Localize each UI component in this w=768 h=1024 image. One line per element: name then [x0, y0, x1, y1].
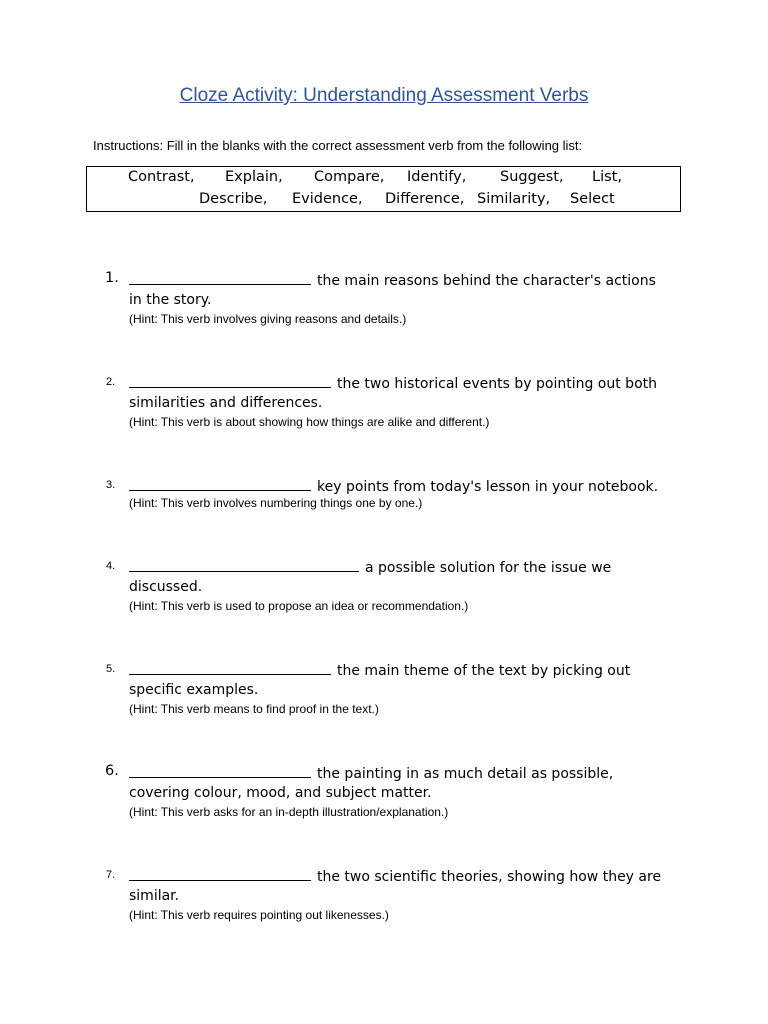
question-continuation: covering colour, mood, and subject matter. — [129, 785, 432, 801]
answer-blank[interactable] — [129, 476, 311, 491]
question-hint: (Hint: This verb is used to propose an idea or recommendation.) — [129, 599, 469, 613]
question-hint: (Hint: This verb means to find proof in the text.) — [129, 702, 379, 716]
word-bank-item: Describe, — [199, 191, 268, 207]
answer-blank[interactable] — [129, 373, 331, 388]
word-bank-item: Contrast, — [128, 169, 195, 185]
word-bank-item: Identify, — [407, 169, 467, 185]
instructions-text: Instructions: Fill in the blanks with the correct assessment verb from the following list: — [93, 138, 583, 153]
question-continuation: similarities and differences. — [129, 395, 323, 411]
question-hint: (Hint: This verb asks for an in-depth illustration/explanation.) — [129, 805, 449, 819]
question-hint: (Hint: This verb involves numbering things one by one.) — [129, 496, 423, 510]
word-bank-item: Similarity, — [477, 191, 551, 207]
question-continuation: in the story. — [129, 292, 212, 308]
word-bank-item: Suggest, — [500, 169, 564, 185]
word-bank-item: Evidence, — [292, 191, 363, 207]
answer-blank[interactable] — [129, 270, 311, 285]
question-text: key points from today's lesson in your notebook. — [317, 479, 659, 495]
question-text: the painting in as much detail as possible, — [317, 766, 614, 782]
question-text: the two historical events by pointing out both — [337, 376, 657, 392]
answer-blank[interactable] — [129, 660, 331, 675]
question-hint: (Hint: This verb is about showing how things are alike and different.) — [129, 415, 490, 429]
word-bank-box — [86, 166, 681, 212]
question-number: 1. — [105, 270, 119, 286]
answer-blank[interactable] — [129, 763, 311, 778]
question-number: 6. — [105, 763, 119, 779]
question-continuation: similar. — [129, 888, 180, 904]
word-bank-item: Compare, — [314, 169, 385, 185]
question-continuation: specific examples. — [129, 682, 259, 698]
question-number: 5. — [106, 663, 116, 675]
question-continuation: discussed. — [129, 579, 203, 595]
question-number: 4. — [106, 560, 116, 572]
answer-blank[interactable] — [129, 866, 311, 881]
answer-blank[interactable] — [129, 557, 359, 572]
question-number: 2. — [106, 376, 116, 388]
word-bank-item: Explain, — [225, 169, 283, 185]
question-text: the main reasons behind the character's actions — [317, 273, 656, 289]
page-title: Cloze Activity: Understanding Assessment Verbs — [179, 85, 589, 106]
question-text: the main theme of the text by picking out — [337, 663, 631, 679]
question-hint: (Hint: This verb requires pointing out likenesses.) — [129, 908, 389, 922]
question-text: the two scientific theories, showing how they are — [317, 869, 662, 885]
question-number: 7. — [106, 869, 116, 881]
question-text: a possible solution for the issue we — [365, 560, 612, 576]
word-bank-item: Select — [570, 191, 615, 207]
question-hint: (Hint: This verb involves giving reasons and details.) — [129, 312, 407, 326]
word-bank-item: Difference, — [385, 191, 465, 207]
word-bank-item: List, — [592, 169, 622, 185]
question-number: 3. — [106, 479, 116, 491]
